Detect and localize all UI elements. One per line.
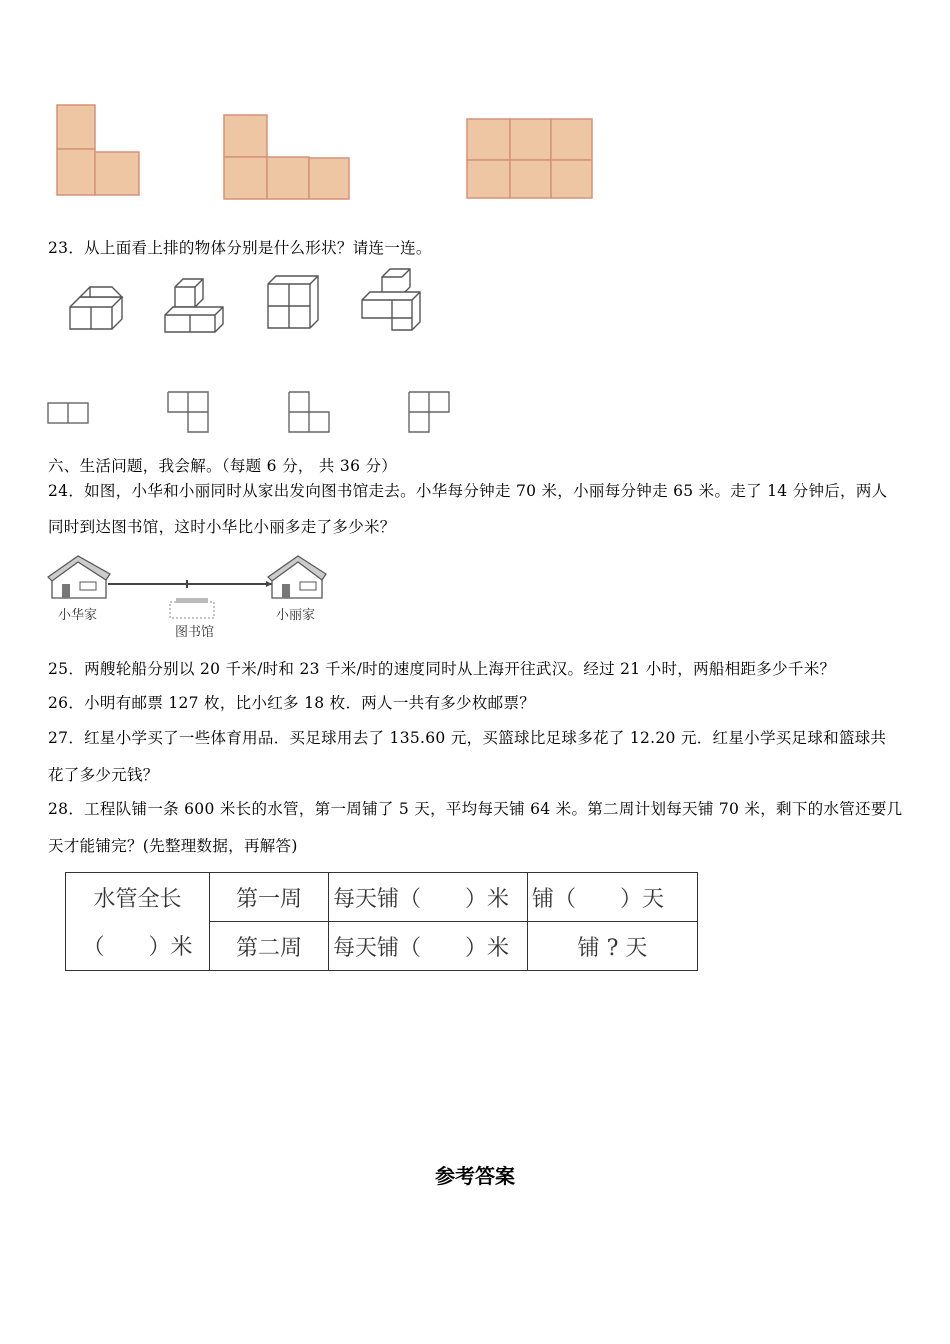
top-view-1 [48, 403, 88, 423]
week-1-days: 铺（ ）天 [528, 873, 698, 922]
question-28-line-1: 28．工程队铺一条 600 米长的水管，第一周铺了 5 天，平均每天铺 64 米。第二周计划每天铺 70 米，剩下的水管还要几 [48, 800, 903, 818]
week-2-days: 铺 ? 天 [528, 922, 698, 971]
right-house-label: 小丽家 [276, 608, 316, 623]
tile-shapes-figure [0, 95, 620, 210]
cube-figures [0, 262, 460, 342]
section-6-heading: 六、生活问题，我会解。（每题 6 分， 共 36 分） [48, 457, 398, 475]
week-2-label: 第二周 [210, 922, 329, 971]
cube-figure-2 [165, 279, 223, 332]
week-1-label: 第一周 [210, 873, 329, 922]
week-2-daily: 每天铺（ ）米 [329, 922, 528, 971]
question-27-line-2: 花了多少元钱？ [48, 766, 159, 784]
left-house-label: 小华家 [58, 608, 98, 623]
top-view-2 [168, 392, 208, 432]
top-view-figures [0, 385, 460, 440]
top-view-3 [289, 392, 329, 432]
library-label: 图书馆 [175, 625, 215, 640]
question-24-line-1: 24．如图，小华和小丽同时从家出发向图书馆走去。小华每分钟走 70 米，小丽每分钟走 65 米。走了 14 分钟后，两人 [48, 482, 888, 500]
question-25: 25．两艘轮船分别以 20 千米/时和 23 千米/时的速度同时从上海开往武汉。经过 21 小时，两船相距多少千米？ [48, 660, 836, 678]
question-28-line-2: 天才能铺完？(先整理数据，再解答) [48, 837, 298, 855]
question-27-line-1: 27．红星小学买了一些体育用品．买足球用去了 135.60 元，买篮球比足球多花了 12.20 元．红星小学买足球和篮球共 [48, 729, 887, 747]
tile-shape-2 [224, 115, 349, 199]
left-house-icon [48, 556, 110, 598]
total-length-label: 水管全长 [66, 873, 210, 922]
question-24-line-2: 同时到达图书馆，这时小华比小丽多走了多少米？ [48, 518, 396, 536]
total-length-value: （ ）米 [66, 922, 210, 971]
answer-key-title: 参考答案 [435, 1164, 515, 1188]
tile-shape-1 [57, 105, 139, 195]
data-table [65, 872, 698, 971]
library-icon [170, 598, 214, 618]
question-26: 26．小明有邮票 127 枚，比小红多 18 枚．两人一共有多少枚邮票？ [48, 694, 536, 712]
week-1-daily: 每天铺（ ）米 [329, 873, 528, 922]
cube-figure-4 [362, 269, 420, 330]
top-view-4 [409, 392, 449, 432]
tile-shape-3 [467, 119, 592, 198]
cube-figure-1 [70, 287, 122, 329]
cube-figure-3 [268, 276, 318, 328]
question-23: 23．从上面看上排的物体分别是什么形状？请连一连。 [48, 239, 432, 257]
right-house-icon [268, 556, 326, 598]
